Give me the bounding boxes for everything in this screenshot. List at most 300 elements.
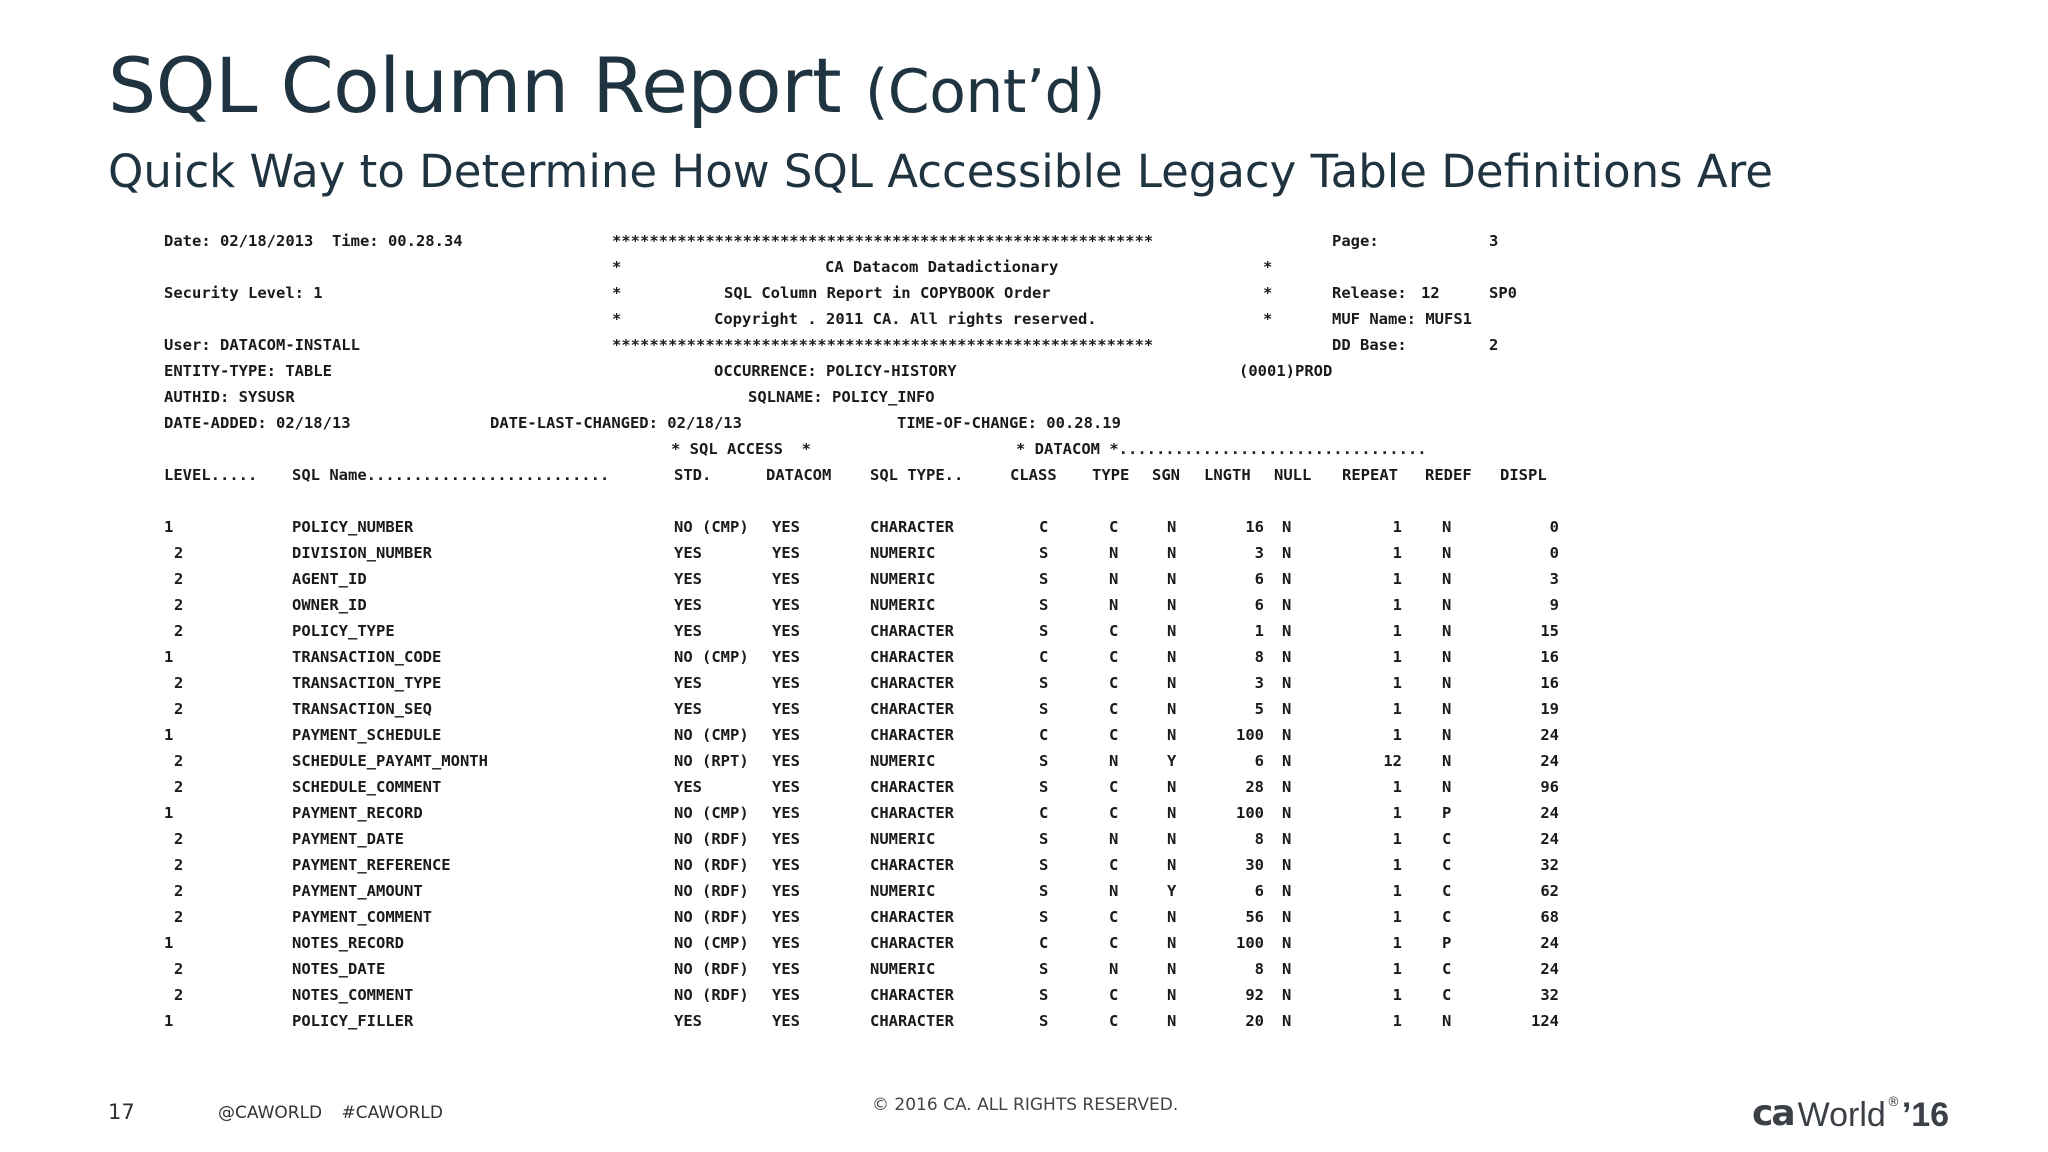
cell-repeat: 1 (1392, 700, 1402, 718)
cell-null: N (1282, 986, 1292, 1004)
cell-repeat: 1 (1392, 986, 1402, 1004)
cell-repeat: 1 (1392, 648, 1402, 666)
cell-redef: N (1442, 596, 1452, 614)
cell-null: N (1282, 1012, 1292, 1030)
table-row (152, 936, 1602, 956)
slide-title (108, 41, 1106, 130)
report-time-of-change: TIME-OF-CHANGE: 00.28.19 (897, 414, 1121, 432)
cell-null: N (1282, 596, 1292, 614)
cell-redef: N (1442, 778, 1452, 796)
cell-sgn: N (1167, 648, 1177, 666)
cell-null: N (1282, 726, 1292, 744)
cell-sgn: N (1167, 908, 1177, 926)
header-std: STD. (674, 466, 712, 484)
cell-std: YES (674, 778, 702, 796)
cell-sql-name: PAYMENT_RECORD (292, 804, 423, 822)
cell-repeat: 1 (1392, 1012, 1402, 1030)
cell-sql-type: NUMERIC (870, 596, 936, 614)
cell-lngth: 6 (1254, 570, 1264, 588)
cell-repeat: 1 (1392, 908, 1402, 926)
cell-type: N (1109, 570, 1119, 588)
cell-lngth: 30 (1245, 856, 1264, 874)
cell-datacom: YES (772, 570, 800, 588)
cell-sgn: N (1167, 986, 1177, 1004)
cell-sgn: N (1167, 778, 1177, 796)
cell-class: C (1039, 726, 1049, 744)
cell-level: 2 (174, 960, 184, 978)
slide-title-text: SQL Column Report (108, 41, 842, 130)
cell-sgn: N (1167, 700, 1177, 718)
table-row (152, 702, 1602, 722)
table-row (152, 1014, 1602, 1034)
cell-datacom: YES (772, 986, 800, 1004)
cell-displ: 96 (1540, 778, 1559, 796)
cell-datacom: YES (772, 518, 800, 536)
report-release-label: Release: (1332, 284, 1407, 302)
cell-datacom: YES (772, 596, 800, 614)
cell-sql-name: OWNER_ID (292, 596, 367, 614)
cell-class: S (1039, 674, 1049, 692)
cell-level: 2 (174, 622, 184, 640)
header-class: CLASS (1010, 466, 1057, 484)
cell-lngth: 8 (1254, 648, 1264, 666)
report-release-value: 12 (1421, 284, 1440, 302)
report-user: User: DATACOM-INSTALL (164, 336, 360, 354)
cell-displ: 68 (1540, 908, 1559, 926)
cell-redef: C (1442, 908, 1452, 926)
cell-datacom: YES (772, 622, 800, 640)
cell-lngth: 100 (1236, 726, 1264, 744)
report-copyright: Copyright . 2011 CA. All rights reserved. (714, 310, 1097, 328)
cell-datacom: YES (772, 726, 800, 744)
cell-redef: N (1442, 700, 1452, 718)
cell-lngth: 6 (1254, 752, 1264, 770)
cell-std: YES (674, 596, 702, 614)
cell-repeat: 1 (1392, 622, 1402, 640)
footer-copyright: © 2016 CA. ALL RIGHTS RESERVED. (872, 1095, 1179, 1115)
cell-sgn: N (1167, 960, 1177, 978)
cell-class: S (1039, 700, 1049, 718)
cell-sql-type: CHARACTER (870, 934, 954, 952)
cell-level: 2 (174, 908, 184, 926)
cell-datacom: YES (772, 544, 800, 562)
report-release-sp: SP0 (1489, 284, 1517, 302)
report-entity-type: ENTITY-TYPE: TABLE (164, 362, 332, 380)
cell-datacom: YES (772, 882, 800, 900)
cell-std: NO (CMP) (674, 726, 749, 744)
cell-null: N (1282, 700, 1292, 718)
cell-displ: 3 (1549, 570, 1559, 588)
cell-type: C (1109, 986, 1119, 1004)
cell-type: C (1109, 856, 1119, 874)
cell-lngth: 8 (1254, 960, 1264, 978)
cell-sql-type: CHARACTER (870, 648, 954, 666)
cell-lngth: 92 (1245, 986, 1264, 1004)
cell-sql-name: POLICY_TYPE (292, 622, 395, 640)
cell-type: C (1109, 934, 1119, 952)
table-row (152, 520, 1602, 540)
cell-class: C (1039, 804, 1049, 822)
header-displ: DISPL (1500, 466, 1547, 484)
cell-sql-name: TRANSACTION_SEQ (292, 700, 432, 718)
cell-null: N (1282, 674, 1292, 692)
cell-sgn: N (1167, 518, 1177, 536)
cell-sql-name: PAYMENT_SCHEDULE (292, 726, 442, 744)
cell-type: C (1109, 804, 1119, 822)
cell-level: 2 (174, 752, 184, 770)
cell-type: C (1109, 908, 1119, 926)
cell-displ: 16 (1540, 648, 1559, 666)
cell-level: 1 (164, 934, 174, 952)
header-repeat: REPEAT (1342, 466, 1398, 484)
cell-level: 2 (174, 570, 184, 588)
table-row (152, 754, 1602, 774)
cell-displ: 24 (1540, 726, 1559, 744)
cell-std: NO (RDF) (674, 986, 749, 1004)
cell-sql-type: NUMERIC (870, 882, 936, 900)
table-row (152, 572, 1602, 592)
sql-column-report (152, 228, 1602, 1038)
cell-type: C (1109, 1012, 1119, 1030)
cell-class: S (1039, 778, 1049, 796)
cell-null: N (1282, 882, 1292, 900)
cell-displ: 24 (1540, 830, 1559, 848)
cell-level: 2 (174, 674, 184, 692)
cell-repeat: 12 (1383, 752, 1402, 770)
cell-type: N (1109, 544, 1119, 562)
table-row (152, 988, 1602, 1008)
cell-sql-type: CHARACTER (870, 622, 954, 640)
cell-null: N (1282, 830, 1292, 848)
cell-std: NO (RDF) (674, 960, 749, 978)
report-page-value: 3 (1489, 232, 1499, 250)
cell-repeat: 1 (1392, 544, 1402, 562)
cell-class: S (1039, 544, 1049, 562)
cell-sql-type: CHARACTER (870, 856, 954, 874)
cell-sql-name: POLICY_FILLER (292, 1012, 414, 1030)
cell-level: 2 (174, 986, 184, 1004)
cell-null: N (1282, 570, 1292, 588)
cell-redef: C (1442, 960, 1452, 978)
cell-sgn: N (1167, 570, 1177, 588)
cell-sql-name: TRANSACTION_CODE (292, 648, 442, 666)
cell-sgn: N (1167, 934, 1177, 952)
cell-displ: 24 (1540, 934, 1559, 952)
cell-datacom: YES (772, 700, 800, 718)
cell-sql-type: CHARACTER (870, 726, 954, 744)
header-sql-name: SQL Name.......................... (292, 466, 610, 484)
cell-repeat: 1 (1392, 674, 1402, 692)
table-row (152, 598, 1602, 618)
logo-world-text: World (1797, 1096, 1886, 1134)
report-date-last-changed: DATE-LAST-CHANGED: 02/18/13 (490, 414, 742, 432)
report-stars-bottom: ********************************************************** (612, 336, 1154, 354)
cell-displ: 19 (1540, 700, 1559, 718)
cell-std: NO (CMP) (674, 934, 749, 952)
report-star-right: * (1263, 258, 1273, 276)
cell-type: C (1109, 622, 1119, 640)
cell-class: C (1039, 934, 1049, 952)
cell-std: NO (RPT) (674, 752, 749, 770)
cell-std: YES (674, 700, 702, 718)
cell-std: NO (RDF) (674, 830, 749, 848)
cell-datacom: YES (772, 934, 800, 952)
cell-repeat: 1 (1392, 882, 1402, 900)
cell-class: C (1039, 648, 1049, 666)
cell-type: N (1109, 752, 1119, 770)
cell-level: 2 (174, 882, 184, 900)
cell-displ: 9 (1549, 596, 1559, 614)
cell-repeat: 1 (1392, 934, 1402, 952)
cell-lngth: 3 (1254, 674, 1264, 692)
header-sgn: SGN (1152, 466, 1180, 484)
table-row (152, 832, 1602, 852)
cell-redef: C (1442, 882, 1452, 900)
cell-class: S (1039, 596, 1049, 614)
cell-lngth: 5 (1254, 700, 1264, 718)
cell-repeat: 1 (1392, 518, 1402, 536)
cell-std: YES (674, 674, 702, 692)
report-occurrence-code: (0001)PROD (1239, 362, 1333, 380)
table-row (152, 962, 1602, 982)
report-occurrence: OCCURRENCE: POLICY-HISTORY (714, 362, 957, 380)
cell-level: 1 (164, 1012, 174, 1030)
cell-displ: 62 (1540, 882, 1559, 900)
table-row (152, 624, 1602, 644)
cell-sql-name: PAYMENT_COMMENT (292, 908, 432, 926)
cell-level: 2 (174, 596, 184, 614)
cell-redef: C (1442, 856, 1452, 874)
cell-class: S (1039, 960, 1049, 978)
header-redef: REDEF (1425, 466, 1472, 484)
cell-std: YES (674, 570, 702, 588)
cell-datacom: YES (772, 804, 800, 822)
report-sqlname: SQLNAME: POLICY_INFO (748, 388, 935, 406)
cell-repeat: 1 (1392, 830, 1402, 848)
cell-class: S (1039, 856, 1049, 874)
cell-class: S (1039, 1012, 1049, 1030)
cell-displ: 32 (1540, 986, 1559, 1004)
report-stars-top: ********************************************************** (612, 232, 1154, 250)
cell-sql-type: CHARACTER (870, 518, 954, 536)
cell-null: N (1282, 752, 1292, 770)
cell-displ: 24 (1540, 804, 1559, 822)
report-star-right: * (1263, 310, 1273, 328)
report-security-level: Security Level: 1 (164, 284, 323, 302)
report-star-left: * (612, 284, 622, 302)
cell-level: 1 (164, 518, 174, 536)
cell-null: N (1282, 856, 1292, 874)
cell-type: C (1109, 700, 1119, 718)
cell-displ: 15 (1540, 622, 1559, 640)
cell-datacom: YES (772, 856, 800, 874)
cell-sql-name: POLICY_NUMBER (292, 518, 414, 536)
cell-null: N (1282, 908, 1292, 926)
cell-repeat: 1 (1392, 960, 1402, 978)
cell-sgn: N (1167, 726, 1177, 744)
cell-sql-type: CHARACTER (870, 1012, 954, 1030)
cell-redef: N (1442, 518, 1452, 536)
cell-datacom: YES (772, 960, 800, 978)
cell-sql-type: CHARACTER (870, 778, 954, 796)
table-row (152, 806, 1602, 826)
cell-std: YES (674, 1012, 702, 1030)
cell-null: N (1282, 648, 1292, 666)
report-star-right: * (1263, 284, 1273, 302)
cell-type: N (1109, 882, 1119, 900)
ca-world-logo (1752, 1088, 1949, 1132)
report-dd-base-label: DD Base: (1332, 336, 1407, 354)
report-date-added: DATE-ADDED: 02/18/13 (164, 414, 351, 432)
table-row (152, 676, 1602, 696)
cell-std: NO (RDF) (674, 882, 749, 900)
cell-std: YES (674, 622, 702, 640)
logo-year: ’16 (1901, 1096, 1950, 1134)
cell-sql-type: NUMERIC (870, 752, 936, 770)
cell-std: NO (RDF) (674, 856, 749, 874)
cell-lngth: 100 (1236, 934, 1264, 952)
cell-datacom: YES (772, 830, 800, 848)
table-row (152, 858, 1602, 878)
cell-null: N (1282, 778, 1292, 796)
cell-sgn: N (1167, 544, 1177, 562)
cell-std: NO (CMP) (674, 648, 749, 666)
slide-number: 17 (108, 1100, 135, 1124)
report-star-left: * (612, 258, 622, 276)
cell-sql-type: NUMERIC (870, 544, 936, 562)
cell-level: 2 (174, 700, 184, 718)
cell-sql-name: PAYMENT_REFERENCE (292, 856, 451, 874)
report-group-sql-access: * SQL ACCESS * (671, 440, 811, 458)
cell-lngth: 8 (1254, 830, 1264, 848)
cell-sql-name: NOTES_RECORD (292, 934, 404, 952)
cell-sql-name: NOTES_DATE (292, 960, 386, 978)
cell-type: C (1109, 648, 1119, 666)
cell-lngth: 1 (1254, 622, 1264, 640)
cell-lngth: 6 (1254, 882, 1264, 900)
cell-sql-name: SCHEDULE_COMMENT (292, 778, 442, 796)
cell-sql-name: PAYMENT_AMOUNT (292, 882, 423, 900)
report-dd-base-value: 2 (1489, 336, 1499, 354)
cell-redef: N (1442, 570, 1452, 588)
cell-displ: 24 (1540, 752, 1559, 770)
cell-std: NO (CMP) (674, 804, 749, 822)
cell-null: N (1282, 544, 1292, 562)
cell-class: S (1039, 752, 1049, 770)
cell-null: N (1282, 622, 1292, 640)
cell-sql-type: CHARACTER (870, 804, 954, 822)
header-level: LEVEL..... (164, 466, 258, 484)
cell-class: S (1039, 622, 1049, 640)
cell-datacom: YES (772, 648, 800, 666)
cell-level: 2 (174, 856, 184, 874)
header-null: NULL (1274, 466, 1312, 484)
cell-class: S (1039, 570, 1049, 588)
header-type: TYPE (1092, 466, 1130, 484)
cell-datacom: YES (772, 674, 800, 692)
cell-level: 1 (164, 726, 174, 744)
table-row (152, 546, 1602, 566)
header-sql-type: SQL TYPE.. (870, 466, 964, 484)
report-page-label: Page: (1332, 232, 1379, 250)
cell-type: C (1109, 674, 1119, 692)
report-muf-name: MUF Name: MUFS1 (1332, 310, 1472, 328)
cell-lngth: 100 (1236, 804, 1264, 822)
cell-lngth: 20 (1245, 1012, 1264, 1030)
cell-displ: 24 (1540, 960, 1559, 978)
cell-sql-name: SCHEDULE_PAYAMT_MONTH (292, 752, 488, 770)
cell-null: N (1282, 518, 1292, 536)
cell-lngth: 16 (1245, 518, 1264, 536)
cell-sql-type: NUMERIC (870, 960, 936, 978)
cell-level: 2 (174, 544, 184, 562)
ca-logo-mark: ca (1752, 1093, 1794, 1134)
cell-displ: 32 (1540, 856, 1559, 874)
cell-level: 2 (174, 778, 184, 796)
cell-repeat: 1 (1392, 804, 1402, 822)
cell-sql-type: CHARACTER (870, 700, 954, 718)
cell-datacom: YES (772, 778, 800, 796)
cell-type: N (1109, 960, 1119, 978)
cell-sgn: N (1167, 856, 1177, 874)
cell-datacom: YES (772, 908, 800, 926)
report-group-datacom: * DATACOM *................................. (1016, 440, 1427, 458)
cell-displ: 124 (1531, 1012, 1559, 1030)
cell-repeat: 1 (1392, 596, 1402, 614)
cell-sql-type: CHARACTER (870, 908, 954, 926)
table-row (152, 910, 1602, 930)
cell-redef: C (1442, 986, 1452, 1004)
cell-redef: N (1442, 544, 1452, 562)
logo-registered-mark: ® (1886, 1095, 1900, 1110)
cell-level: 2 (174, 830, 184, 848)
cell-repeat: 1 (1392, 856, 1402, 874)
cell-sql-name: TRANSACTION_TYPE (292, 674, 442, 692)
cell-lngth: 6 (1254, 596, 1264, 614)
cell-std: NO (RDF) (674, 908, 749, 926)
cell-redef: N (1442, 622, 1452, 640)
cell-null: N (1282, 804, 1292, 822)
cell-redef: N (1442, 648, 1452, 666)
cell-type: C (1109, 778, 1119, 796)
report-star-left: * (612, 310, 622, 328)
cell-sgn: N (1167, 622, 1177, 640)
cell-repeat: 1 (1392, 570, 1402, 588)
cell-sql-name: AGENT_ID (292, 570, 367, 588)
cell-sgn: Y (1167, 882, 1177, 900)
cell-sgn: N (1167, 674, 1177, 692)
cell-redef: N (1442, 752, 1452, 770)
cell-sgn: N (1167, 804, 1177, 822)
slide-subtitle: Quick Way to Determine How SQL Accessible Legacy Table Definitions Are (108, 145, 1773, 198)
cell-std: YES (674, 544, 702, 562)
cell-lngth: 3 (1254, 544, 1264, 562)
report-name: SQL Column Report in COPYBOOK Order (724, 284, 1051, 302)
table-row (152, 650, 1602, 670)
cell-sql-type: NUMERIC (870, 570, 936, 588)
cell-redef: P (1442, 934, 1452, 952)
cell-sgn: N (1167, 596, 1177, 614)
cell-repeat: 1 (1392, 778, 1402, 796)
cell-level: 1 (164, 804, 174, 822)
cell-sql-name: NOTES_COMMENT (292, 986, 414, 1004)
header-datacom: DATACOM (766, 466, 832, 484)
cell-redef: P (1442, 804, 1452, 822)
cell-null: N (1282, 934, 1292, 952)
header-lngth: LNGTH (1204, 466, 1251, 484)
cell-displ: 0 (1549, 518, 1559, 536)
cell-redef: N (1442, 726, 1452, 744)
